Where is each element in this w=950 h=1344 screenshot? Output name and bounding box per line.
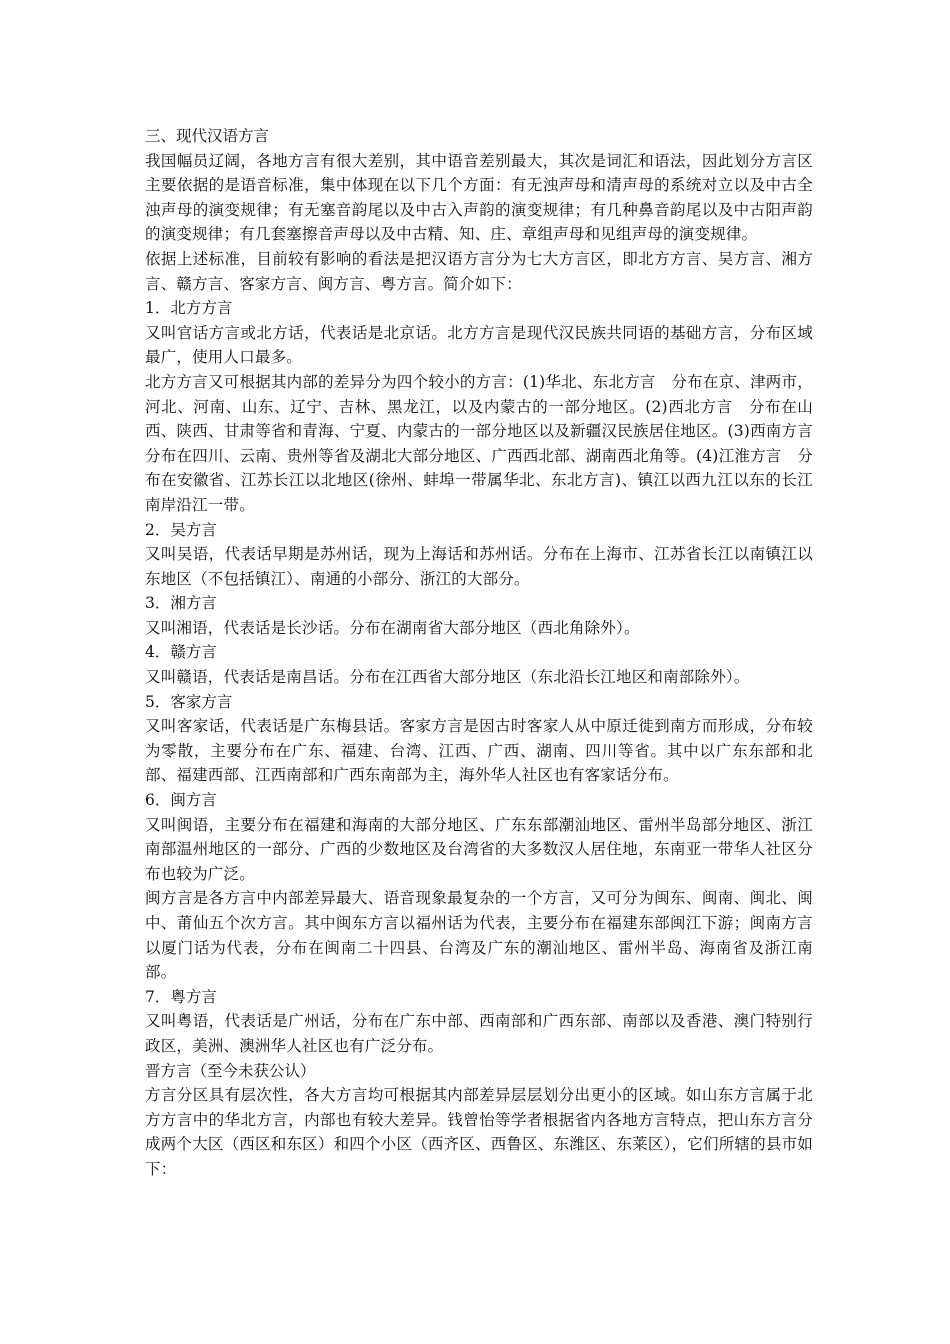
heading-yue: 7．粤方言 bbox=[145, 987, 217, 1006]
heading-jin: 晋方言（至今未获公认） bbox=[145, 1061, 316, 1080]
document-body bbox=[145, 149, 829, 1182]
heading-northern: 1．北方方言 bbox=[145, 299, 233, 318]
paragraph-northern-overview: 又叫官话方言或北方话，代表话是北京话。北方方言是现代汉民族共同语的基础方言，分布区域最广，使用人口最多。 bbox=[145, 323, 813, 367]
paragraph-xiang: 又叫湘语，代表话是长沙话。分布在湖南省大部分地区（西北角除外）。 bbox=[145, 618, 640, 637]
paragraph-hakka: 又叫客家话，代表话是广东梅县话。客家方言是因古时客家人从中原迁徙到南方而形成，分布较为零散，主要分布在广东、福建、台湾、江西、广西、湖南、四川等省。其中以广东东部和北部、福建西部、江西南部和广西东南部为主，海外华人社区也有客家话分布。 bbox=[145, 717, 813, 785]
heading-min: 6．闽方言 bbox=[145, 791, 217, 810]
paragraph-northern-subdivisions: 北方方言又可根据其内部的差异分为四个较小的方言：(1)华北、东北方言 分布在京、津两市，河北、河南、山东、辽宁、吉林、黑龙江，以及内蒙古的一部分地区。(2)西北方言 分布在山西、陕西、甘肃等省和青海、宁夏、内蒙古的一部分地区以及新疆汉民族居住地区。(3)西南方言 分布在四川、云南、贵州等省及湖北大部分地区、广西西北部、湖南西北角等。(4)江淮方言 分布在安徽省、江苏长江以北地区(徐州、蚌埠一带属华北、东北方言)、镇江以西九江以东的长江南岸沿江一带。 bbox=[145, 372, 829, 514]
paragraph-min-distribution: 又叫闽语，主要分布在福建和海南的大部分地区、广东东部潮汕地区、雷州半岛部分地区、浙江南部温州地区的一部分、广西的少数地区及台湾省的大多数汉人居住地，东南亚一带华人社区分布也较为广泛。 bbox=[145, 815, 813, 883]
paragraph-min-subdivisions: 闽方言是各方言中内部差异最大、语音现象最复杂的一个方言，又可分为闽东、闽南、闽北、闽中、莆仙五个次方言。其中闽东方言以福州话为代表，主要分布在福建东部闽江下游；闽南方言以厦门话为代表，分布在闽南二十四县、台湾及广东的潮汕地区、雷州半岛、海南省及浙江南部。 bbox=[145, 889, 813, 982]
heading-xiang: 3．湘方言 bbox=[145, 594, 217, 613]
document-page bbox=[145, 124, 829, 1182]
paragraph-wu: 又叫吴语，代表话早期是苏州话，现为上海话和苏州话。分布在上海市、江苏省长江以南镇江以东地区（不包括镇江）、南通的小部分、浙江的大部分。 bbox=[145, 545, 813, 588]
heading-gan: 4．赣方言 bbox=[145, 643, 217, 662]
paragraph-yue: 又叫粤语，代表话是广州话，分布在广东中部、西南部和广西东部、南部以及香港、澳门特别行政区，美洲、澳洲华人社区也有广泛分布。 bbox=[145, 1012, 813, 1055]
paragraph-classification: 依据上述标准，目前较有影响的看法是把汉语方言分为七大方言区，即北方方言、吴方言、湘方言、赣方言、客家方言、闽方言、粤方言。简介如下： bbox=[145, 249, 813, 293]
paragraph-intro: 我国幅员辽阔，各地方言有很大差别，其中语音差别最大，其次是词汇和语法，因此划分方言区主要依据的是语音标准，集中体现在以下几个方面：有无浊声母和清声母的系统对立以及中古全浊声母的演变规律；有无塞音韵尾以及中古入声韵的演变规律；有几种鼻音韵尾以及中古阳声韵的演变规律；有几套塞擦音声母以及中古精、知、庄、章组声母和见组声母的演变规律。 bbox=[145, 151, 813, 244]
heading-wu: 2．吴方言 bbox=[145, 520, 217, 539]
paragraph-shandong: 方言分区具有层次性，各大方言均可根据其内部差异层层划分出更小的区域。如山东方言属于北方方言中的华北方言，内部也有较大差异。钱曾怡等学者根据省内各地方言特点，把山东方言分成两个大区（西区和东区）和四个小区（西齐区、西鲁区、东潍区、东莱区），它们所辖的县市如下： bbox=[145, 1086, 813, 1178]
section-title: 三、现代汉语方言 bbox=[145, 127, 270, 145]
paragraph-gan: 又叫赣语，代表话是南昌话。分布在江西省大部分地区（东北沿长江地区和南部除外）。 bbox=[145, 668, 750, 687]
heading-hakka: 5．客家方言 bbox=[145, 692, 233, 711]
